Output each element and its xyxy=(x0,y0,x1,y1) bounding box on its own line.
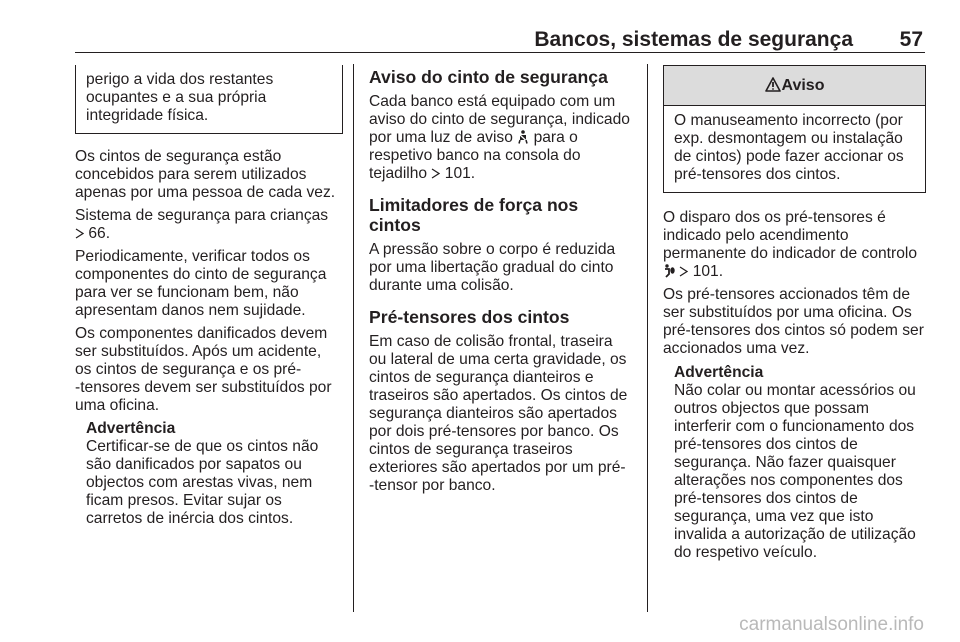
caution-note: Advertência Certificar-se de que os cintos não são danificados por sapatos ou objectos com arestas vivas, nem ficam presos. Evitar sujar os carretos de inércia dos cintos. xyxy=(86,420,343,528)
reference-link[interactable]: tejadilho 101. xyxy=(369,165,476,182)
column-middle xyxy=(369,65,634,500)
seatbelt-icon xyxy=(517,130,529,144)
column-left xyxy=(75,65,343,528)
column-right xyxy=(663,65,926,562)
column-divider-2 xyxy=(647,64,648,612)
warning-body: O manuseamento incorrecto (por exp. desmontagem ou instalação de cintos) pode fazer accionar os pré-tensores dos cintos. xyxy=(674,112,904,183)
text-line: ocupantes e a sua própria xyxy=(86,89,267,106)
paragraph-pretensioner-replace: Os pré-tensores accionados têm de ser substituídos por uma oficina. Os pré-tensores dos cintos só podem ser accionados uma vez. xyxy=(663,286,924,357)
paragraph-damaged-components: Os componentes danificados devem ser substituídos. Após um acidente, os cintos de segurança e os pré- -tensores devem ser substituídos por uma oficina. xyxy=(75,325,332,414)
warning-box xyxy=(663,65,926,193)
column-divider-1 xyxy=(353,64,354,612)
section-title: Bancos, sistemas de segurança xyxy=(534,28,853,51)
page-number: 57 xyxy=(899,28,923,51)
paragraph-force-limiters: A pressão sobre o corpo é reduzida por uma libertação gradual do cinto durante uma colisão. xyxy=(369,241,616,294)
paragraph-pretensioner-trigger: O disparo dos os pré-tensores é indicado pelo acendimento permanente do indicador de controlo 101. xyxy=(663,209,926,281)
paragraph-seatbelt-reminder: Cada banco está equipado com um aviso do cinto de segurança, indicado por uma luz de aviso para o respetivo banco na consola do tejadilho 101. xyxy=(369,93,634,183)
text-line: perigo a vida dos restantes xyxy=(86,71,274,88)
heading-seatbelt-reminder: Aviso do cinto de segurança xyxy=(369,67,608,87)
heading-force-limiters: Limitadores de força nos cintos xyxy=(369,195,579,235)
warning-box-continuation xyxy=(75,65,343,134)
caution-title: Advertência xyxy=(86,420,176,437)
caution-note: Advertência Não colar ou montar acessórios ou outros objectos que possam interferir com o funcionamento dos pré-tensores dos cintos de segurança. Não fazer quaisquer alterações nos componentes dos pré-tensores dos cintos de segurança, uma vez que isto invalida a autorização de utilização do respetivo veículo. xyxy=(674,364,926,562)
reference-link[interactable]: 101. xyxy=(663,263,926,281)
warning-header xyxy=(664,66,925,106)
header-rule xyxy=(75,52,925,53)
reference-arrow-icon xyxy=(679,266,688,277)
warning-title: Aviso xyxy=(781,77,825,94)
heading-pretensioners: Pré-tensores dos cintos xyxy=(369,307,570,327)
paragraph-single-use: Os cintos de segurança estão concebidos para serem utilizados apenas por uma pessoa de cada vez. xyxy=(75,148,336,201)
warning-triangle-icon xyxy=(765,77,781,92)
text-line: integridade física. xyxy=(86,107,209,124)
reference-arrow-icon xyxy=(75,228,84,239)
paragraph-periodic-check: Periodicamente, verificar todos os componentes do cinto de segurança para ver se funcionam bem, não apresentam danos nem sujidade. xyxy=(75,248,327,319)
airbag-indicator-icon xyxy=(663,264,675,278)
paragraph-child-restraint: Sistema de segurança para crianças 66. xyxy=(75,207,343,243)
watermark: carmanualsonline.info xyxy=(739,614,924,635)
page-header xyxy=(75,28,925,50)
reference-arrow-icon xyxy=(431,168,440,179)
paragraph-pretensioners: Em caso de colisão frontal, traseira ou lateral de uma certa gravidade, os cintos de segurança dianteiros e traseiros são apertados. Os cintos de segurança dianteiros são apertados por dois pré-tensores por banco. Os cintos de segurança traseiros exteriores são apertados por um pré- -tensor por banco. xyxy=(369,333,628,494)
caution-title: Advertência xyxy=(674,364,764,381)
reference-link[interactable]: 66. xyxy=(75,225,343,243)
